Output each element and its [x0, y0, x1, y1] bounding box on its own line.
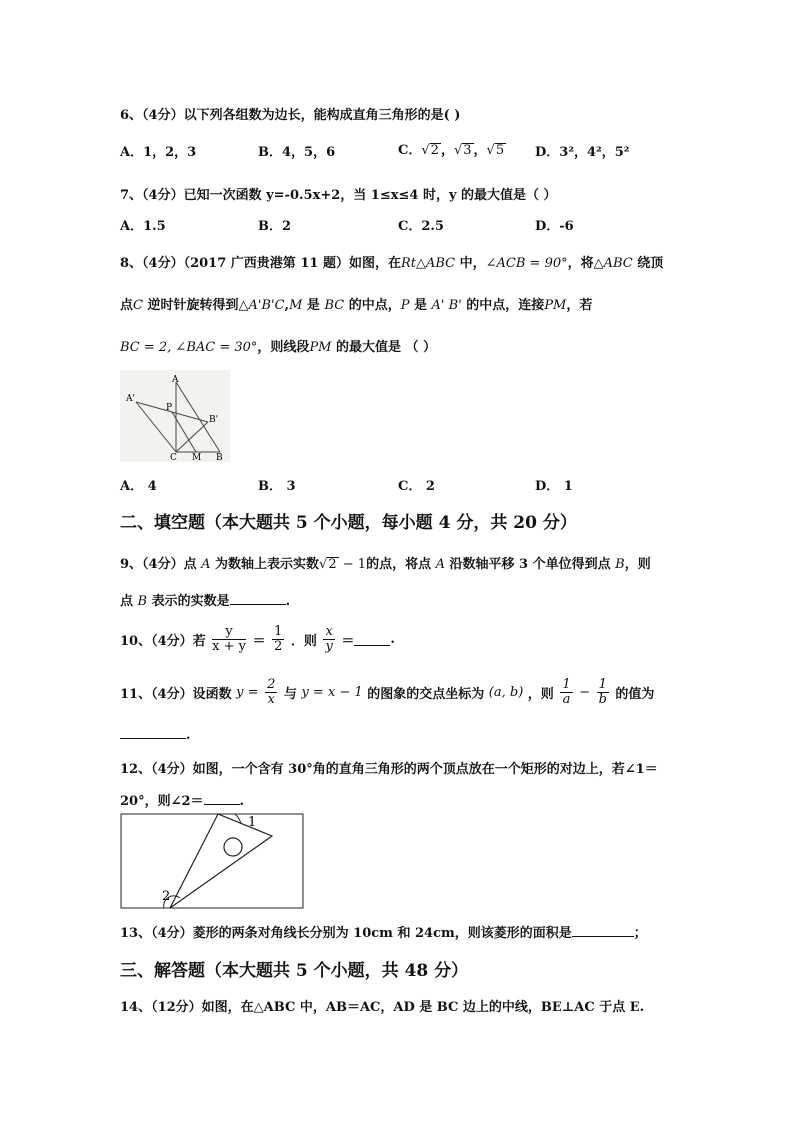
triangle-ruler: [170, 814, 272, 908]
angle-2-label: 2: [162, 889, 171, 904]
question-8-option-b: B． 3: [258, 479, 296, 494]
question-14: 14、（12分）如图，在△ABC 中，AB＝AC，AD 是 BC 边上的中线，BE⊥AC 于点 E.: [120, 1000, 645, 1015]
question-8-option-d: D． 1: [535, 479, 573, 494]
question-13: 13、（4分）菱形的两条对角线长分别为 10cm 和 24cm，则该菱形的面积是 ；: [120, 926, 647, 941]
angle-1-label: 1: [248, 815, 257, 830]
question-10: 10、（4分）若 $\frac{y}{x + y}$ ＝ $\frac{1}{2}$ ．则 $\frac{x}{y}$ ＝ .: [120, 624, 395, 654]
answer-blank[interactable]: [204, 792, 240, 805]
label-a: A: [172, 375, 179, 385]
question-9-line-1: 9、（4分）点 A 为数轴上表示实数√2 − 1的点，将点 A 沿数轴平移 3 个单位得到点 B，则: [120, 557, 651, 572]
question-12-line-1: 12、（4分）如图，一个含有 30°角的直角三角形的两个顶点放在一个矩形的对边上，若∠1＝: [120, 762, 658, 777]
sqrt-3: 3: [463, 143, 472, 158]
question-8-option-a: A． 4: [120, 479, 157, 494]
label-b-prime: B': [209, 415, 219, 425]
question-7-option-a: A．1.5: [120, 219, 166, 234]
question-8-line-1: 8、（4分）（2017 广西贵港第 11 题）如图，在Rt△ABC 中，∠ACB = 90°，将△ABC 绕顶: [120, 256, 664, 271]
sqrt-2: 2: [430, 143, 439, 158]
fraction-one-half: $\frac{1}{2}$: [274, 624, 283, 654]
question-6-option-c: C．√2 ，√3 ，√5: [398, 143, 505, 158]
question-12-figure: [120, 812, 306, 910]
question-12-line-2: 20°，则∠2＝ .: [120, 794, 245, 809]
option-c-label: C．: [398, 143, 422, 158]
question-8-option-c: C． 2: [398, 479, 435, 494]
question-11: 11、（4分）设函数 y = $\frac{2}{x}$ 与 y = x − 1 的图象的交点坐标为 (a, b) ，则 $\frac{1}{a}$ − $\frac{1}{b}$ 的值为: [120, 677, 655, 707]
fraction-2-over-x: $\frac{2}{x}$: [267, 677, 276, 707]
sqrt-5: 5: [495, 143, 505, 158]
question-6-stem: 6、（4分）以下列各组数为边长，能构成直角三角形的是( ): [120, 108, 461, 123]
label-c: C: [170, 453, 177, 462]
question-8-line-3: BC = 2, ∠BAC = 30°，则线段PM 的最大值是 （ ）: [120, 340, 437, 355]
separator: ，: [440, 143, 454, 158]
label-b: B: [216, 453, 223, 462]
fraction-y-over-x-plus-y: $\frac{y}{x + y}$: [212, 624, 247, 654]
answer-blank[interactable]: [230, 592, 286, 605]
fraction-1-over-a: $\frac{1}{a}$: [562, 677, 571, 707]
question-6-option-d: D．3²，4²，5²: [535, 145, 630, 160]
question-7-option-d: D．-6: [535, 219, 574, 234]
question-6-option-b: B．4，5，6: [258, 145, 336, 160]
question-8-line-2: 点C 逆时针旋转得到△A'B'C,M 是 BC 的中点，P 是 A' B' 的中点，连接PM，若: [120, 298, 593, 313]
question-8-figure: [120, 370, 230, 462]
label-a-prime: A': [126, 394, 135, 404]
section-3-heading: 三、解答题（本大题共 5 个小题，共 48 分）: [120, 961, 469, 981]
section-2-heading: 二、填空题（本大题共 5 个小题，每小题 4 分，共 20 分）: [120, 513, 577, 533]
fraction-x-over-y: $\frac{x}{y}$: [325, 624, 333, 654]
answer-blank[interactable]: [354, 633, 390, 646]
answer-blank[interactable]: [572, 924, 634, 937]
separator: ，: [473, 143, 487, 158]
label-p: P: [166, 403, 173, 413]
label-m: M: [192, 453, 202, 462]
question-7-option-b: B．2: [258, 219, 292, 234]
question-11-answer-line: .: [120, 726, 191, 743]
question-6-option-a: A．1，2，3: [120, 145, 197, 160]
question-9-line-2: 点 B 表示的实数是 .: [120, 594, 291, 609]
question-7-option-c: C．2.5: [398, 219, 444, 234]
fraction-1-over-b: $\frac{1}{b}$: [598, 677, 607, 707]
question-7-stem: 7、（4分）已知一次函数 y=-0.5x+2，当 1≤x≤4 时，y 的最大值是（ ）: [120, 188, 557, 203]
answer-blank[interactable]: [120, 726, 186, 739]
